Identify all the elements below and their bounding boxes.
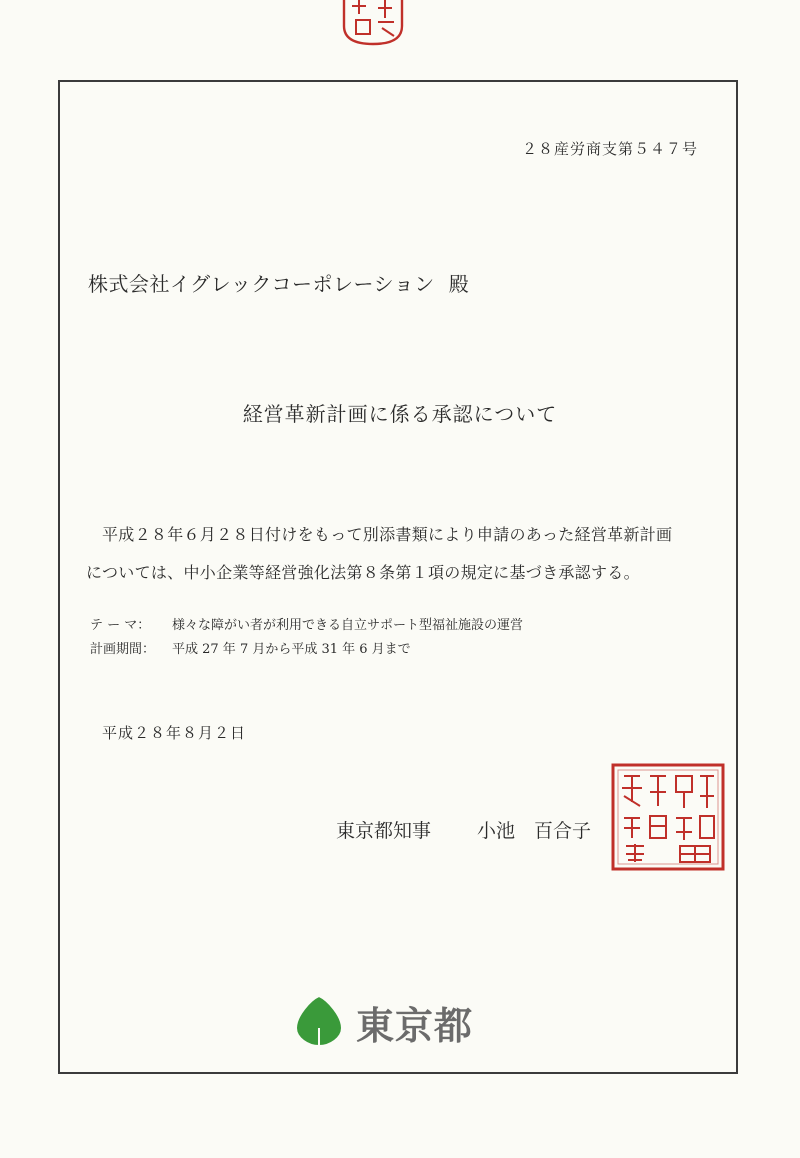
plan-details — [90, 614, 523, 662]
theme-label: テ ー マ： — [90, 618, 151, 633]
logo-text: 東京都 — [356, 1003, 474, 1048]
period-label: 計画期間： — [90, 642, 156, 657]
period-value: 平成 27 年 7 月から平成 31 年 6 月まで — [172, 642, 411, 657]
top-seal-stamp — [338, 0, 408, 54]
ginkgo-leaf-icon — [292, 994, 346, 1050]
recipient-line — [88, 268, 469, 297]
document-number: ２８産労商支第５４７号 — [521, 140, 698, 158]
body-line-1: 平成２８年６月２８日付けをもって別添書類により申請のあった経営革新計画 — [102, 525, 673, 544]
recipient-name: 株式会社イグレックコーポレーション — [88, 272, 435, 296]
body-paragraph — [86, 516, 726, 592]
signature-line — [336, 816, 591, 843]
issue-date: 平成２８年８月２日 — [102, 724, 247, 742]
body-line-2: については、中小企業等経営強化法第８条第１項の規定に基づき承認する。 — [86, 563, 640, 582]
document-frame — [58, 80, 738, 1074]
signer-title: 東京都知事 — [336, 820, 432, 842]
recipient-honorific: 殿 — [448, 272, 470, 296]
theme-value: 様々な障がい者が利用できる自立サポート型福祉施設の運営 — [172, 618, 524, 633]
official-seal-stamp — [610, 762, 726, 872]
theme-row — [90, 614, 523, 638]
tokyo-logo — [292, 994, 473, 1050]
document-subject: 経営革新計画に係る承認について — [242, 402, 558, 426]
period-row — [90, 638, 523, 662]
signer-name: 小池 百合子 — [477, 820, 592, 842]
